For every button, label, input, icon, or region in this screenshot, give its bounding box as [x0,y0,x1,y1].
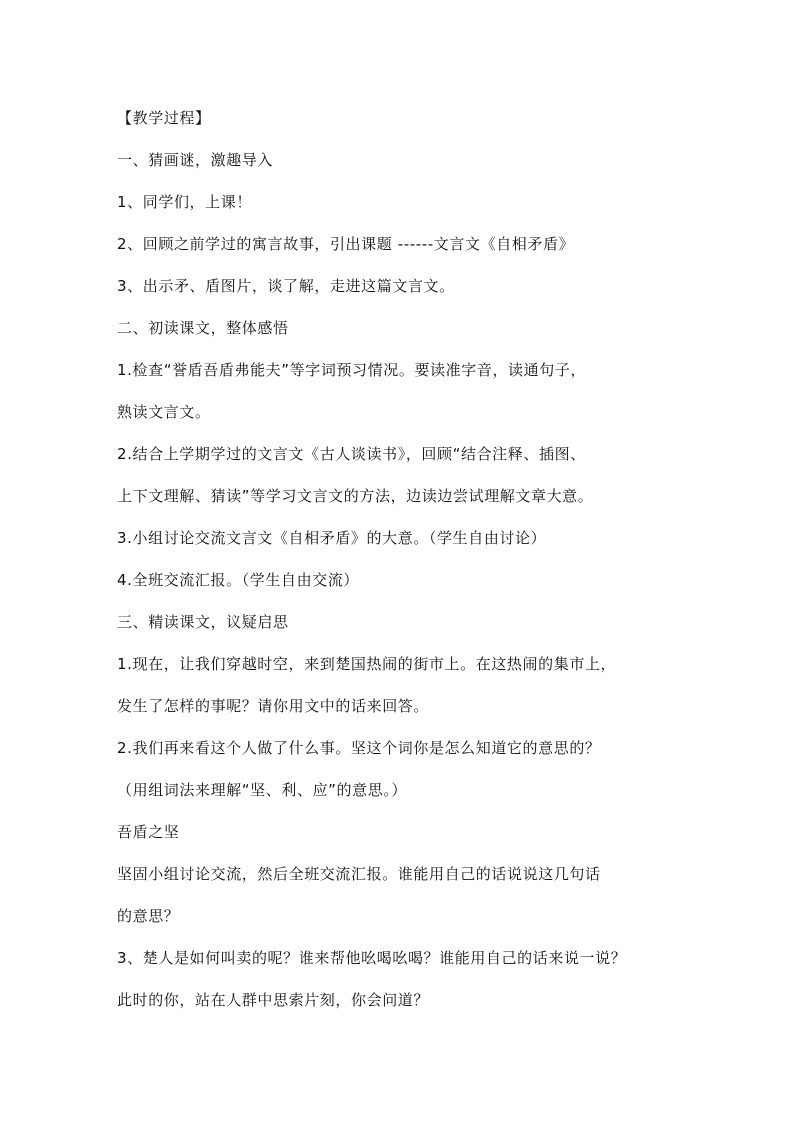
text-line: 2、回顾之前学过的寓言故事，引出课题 ------文言文《自相矛盾》 [117,235,575,253]
text-line: 吾盾之坚 [117,823,180,841]
text-line: 上下文理解、猜读”等学习文言文的方法，边读边尝试理解文章大意。 [117,487,594,505]
text-line: 3、出示矛、盾图片，谈了解，走进这篇文言文。 [117,277,455,295]
section-heading: 【教学过程】 [117,109,211,127]
text-line: 熟读文言文。 [117,403,211,421]
text-line: 1.现在，让我们穿越时空，来到楚国热闹的街市上。在这热闹的集市上， [117,655,617,673]
text-line: 2.我们再来看这个人做了什么事。坚这个词你是怎么知道它的意思的？ [117,739,601,757]
text-line: 4.全班交流汇报。（学生自由交流） [117,571,360,589]
text-line: 3、楚人是如何叫卖的呢？谁来帮他吆喝吆喝？谁能用自己的话来说一说？ [117,949,627,967]
text-line: 1.检查“誉盾吾盾弗能夫”等字词预习情况。要读准字音，读通句子， [117,361,587,379]
text-line: 的意思？ [117,907,180,925]
text-line: 此时的你，站在人群中思索片刻，你会问道？ [117,991,430,1009]
text-line: 2.结合上学期学过的文言文《古人谈读书》，回顾“结合注释、插图、 [117,445,586,463]
text-line: 坚固小组讨论交流，然后全班交流汇报。谁能用自己的话说说这几句话 [117,865,601,883]
text-line: 发生了怎样的事呢？请你用文中的话来回答。 [117,697,430,715]
text-line: 3.小组讨论交流文言文《自相矛盾》的大意。（学生自由讨论） [117,529,547,547]
text-line: 1、同学们，上课！ [117,193,252,211]
text-line: （用组词法来理解“坚、利、应”的意思。） [117,781,408,799]
section-title: 二、初读课文，整体感悟 [117,319,289,337]
section-title: 三、精读课文，议疑启思 [117,613,289,631]
section-title: 一、猜画谜，激趣导入 [117,151,274,169]
